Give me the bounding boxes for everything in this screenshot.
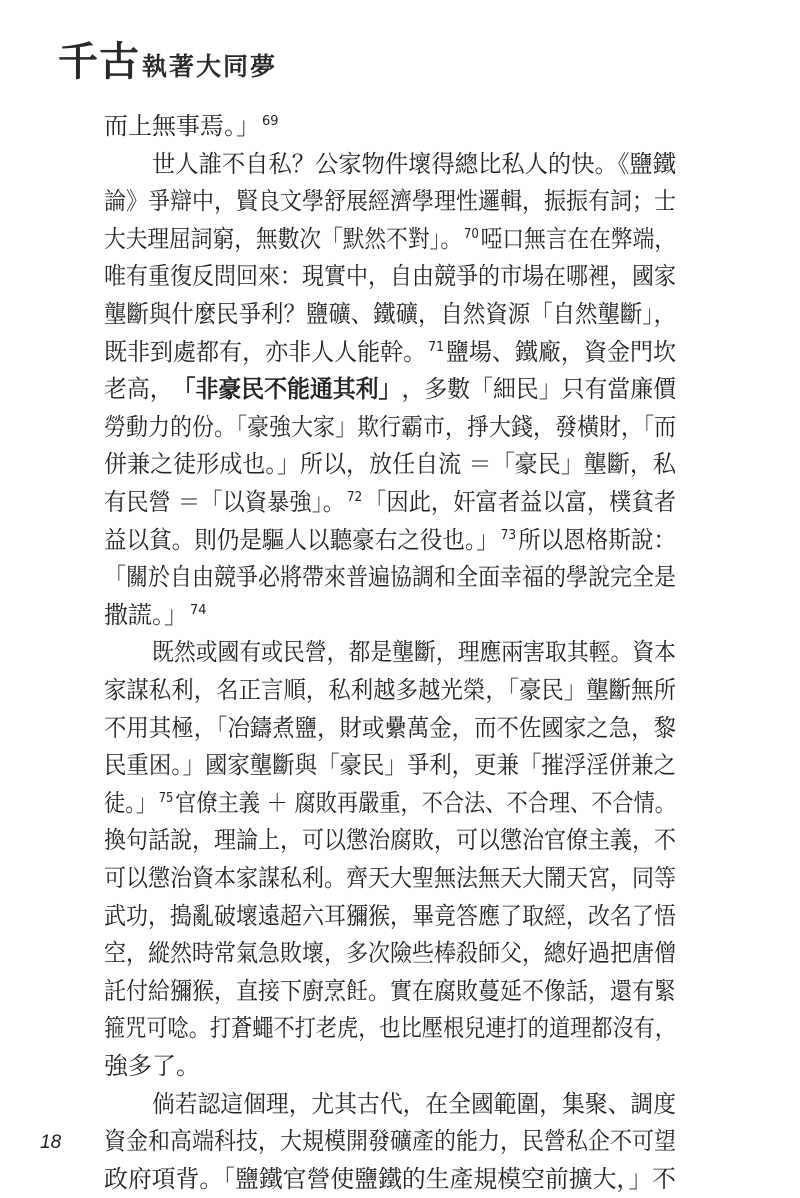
text-line-content bbox=[104, 784, 676, 822]
text-run: 「關於自由競爭必將帶來普遍協調和全面幸福的學說完全是 bbox=[104, 563, 676, 592]
text-run: 併兼之徒形成也。」所以，放任自流 ＝「豪民」壟斷，私 bbox=[104, 450, 676, 479]
text-line-content bbox=[104, 746, 676, 784]
text-run: 大夫理屈詞窮，無數次「默然不對」。 bbox=[104, 224, 463, 253]
text-line bbox=[104, 483, 720, 521]
footnote-ref: 70 bbox=[463, 226, 479, 242]
text-run: 有民營 ＝「以資暴強」。 bbox=[104, 488, 346, 516]
text-run: 可以懲治資本家謀私利。齊天大聖無法無天大鬧天宮，同等 bbox=[104, 864, 676, 892]
text-line-content bbox=[104, 1160, 676, 1198]
text-line bbox=[104, 445, 700, 483]
text-run: 老高， bbox=[104, 375, 173, 404]
text-line bbox=[104, 596, 209, 634]
text-line bbox=[104, 107, 281, 145]
text-line-content bbox=[104, 972, 676, 1010]
text-run: 強多了。 bbox=[104, 1052, 200, 1080]
text-line bbox=[104, 408, 728, 446]
text-line bbox=[104, 671, 716, 709]
text-run: 民重困。」國家壟斷與「豪民」爭利，更兼「摧浮淫併兼之 bbox=[104, 751, 676, 780]
text-run: 論》爭辯中，賢良文學舒展經濟學理性邏輯，振振有詞；士 bbox=[104, 187, 676, 216]
text-line bbox=[104, 784, 752, 822]
text-run: 既非到處都有，亦非人人能幹。 bbox=[104, 337, 427, 366]
bold-quote: 「非豪民不能通其利」 bbox=[172, 375, 402, 404]
text-line bbox=[104, 182, 728, 220]
text-line-content bbox=[104, 521, 676, 559]
footnote-ref: 75 bbox=[158, 790, 174, 806]
text-line-content bbox=[104, 671, 676, 709]
text-line bbox=[104, 1122, 728, 1160]
text-run: 箍咒可唸。打蒼蠅不打老虎，也比壓根兒連打的道理都沒有， bbox=[104, 1014, 676, 1043]
text-line bbox=[104, 709, 716, 747]
footnote-ref: 72 bbox=[346, 490, 363, 505]
text-line-content bbox=[104, 333, 676, 371]
text-line bbox=[104, 521, 713, 559]
text-line-content bbox=[104, 558, 676, 596]
text-line-content bbox=[104, 257, 676, 295]
text-line bbox=[152, 1085, 704, 1123]
text-line bbox=[104, 257, 728, 295]
text-line-content bbox=[104, 220, 676, 258]
text-line-content bbox=[104, 821, 676, 859]
text-run: 資金和高端科技，大規模開發礦產的能力，民營私企不可望 bbox=[104, 1127, 676, 1156]
text-run: 既然或國有或民營，都是壟斷，理應兩害取其輕。資本 bbox=[152, 638, 676, 667]
text-line-content bbox=[152, 145, 676, 183]
text-line-content bbox=[104, 1009, 676, 1047]
text-run: 唯有重復反問回來：現實中，自由競爭的市場在哪裡，國家 bbox=[104, 262, 676, 291]
text-run: 換句話說，理論上，可以懲治腐敗，可以懲治官僚主義，不 bbox=[104, 826, 676, 855]
text-run: 世人誰不自私？公家物件壞得總比私人的快。《鹽鐵 bbox=[152, 149, 676, 178]
footnote-ref: 73 bbox=[500, 527, 517, 543]
text-line bbox=[152, 145, 692, 183]
text-run: 而上無事焉。」 bbox=[104, 112, 260, 140]
text-line-content bbox=[152, 1085, 676, 1123]
text-line-content bbox=[152, 633, 676, 671]
text-run: 「因此，奸富者益以富，樸貧者 bbox=[364, 488, 676, 516]
footnote-ref: 69 bbox=[262, 114, 279, 129]
text-run: 所以恩格斯說： bbox=[518, 525, 676, 554]
text-line bbox=[104, 972, 728, 1010]
text-line-content bbox=[104, 709, 676, 747]
text-line bbox=[104, 370, 704, 408]
text-run: 鹽場、鐵廠，資金門坎 bbox=[445, 337, 676, 366]
text-line-content bbox=[104, 483, 676, 521]
text-line bbox=[104, 1009, 752, 1047]
text-line-content bbox=[104, 934, 676, 972]
text-run: 不用其極，「冶鑄煮鹽，財或纍萬金，而不佐國家之急，黎 bbox=[104, 713, 676, 742]
text-line bbox=[104, 746, 716, 784]
text-line bbox=[104, 220, 737, 258]
text-run: 益以貧。則仍是驅人以聽豪右之役也。」 bbox=[104, 525, 499, 554]
text-run: 倘若認這個理，尤其古代，在全國範圍，集聚、調度 bbox=[152, 1089, 676, 1118]
text-line-content bbox=[104, 1122, 676, 1160]
text-line bbox=[104, 934, 728, 972]
text-line-content bbox=[104, 182, 676, 220]
text-line bbox=[104, 859, 728, 897]
text-run: 政府項背。「鹽鐵官營使鹽鐵的生產規模空前擴大，」不 bbox=[104, 1164, 676, 1193]
text-line bbox=[104, 821, 728, 859]
text-run: 勞動力的份。「豪強大家」欺行霸市，掙大錢，發橫財，「而 bbox=[104, 412, 676, 441]
running-header bbox=[58, 30, 277, 87]
text-run: 啞口無言在在弊端， bbox=[480, 224, 676, 253]
text-line bbox=[104, 897, 728, 935]
text-run: 託付給獼猴，直接下廚烹飪。實在腐敗蔓延不像話，還有緊 bbox=[104, 976, 676, 1005]
text-line bbox=[104, 295, 716, 333]
text-run: 家謀私利，名正言順，私利越多越光榮，「豪民」壟斷無所 bbox=[104, 676, 676, 704]
text-line bbox=[104, 1047, 200, 1085]
text-line-content bbox=[104, 897, 676, 935]
book-title-small: 執著大同夢 bbox=[142, 52, 278, 81]
text-line-content bbox=[104, 596, 209, 634]
text-line-content bbox=[104, 1047, 200, 1085]
text-run: 撒謊。」 bbox=[104, 600, 188, 629]
text-line-content bbox=[104, 295, 676, 333]
text-line-content bbox=[104, 107, 281, 145]
text-line bbox=[152, 633, 728, 671]
text-line-content bbox=[104, 408, 676, 446]
text-run: ，多數「細民」只有當廉價 bbox=[401, 375, 676, 404]
footnote-ref: 71 bbox=[428, 339, 444, 355]
text-line bbox=[104, 333, 701, 371]
text-run: 徒。」 bbox=[104, 788, 157, 817]
footnote-ref: 74 bbox=[190, 602, 207, 618]
text-run: 空，縱然時常氣急敗壞，多次險些棒殺師父，總好過把唐僧 bbox=[104, 939, 676, 968]
book-title-large: 千古 bbox=[58, 38, 140, 85]
text-run: 官僚主義 ＋ 腐敗再嚴重，不合法、不合理、不合情。 bbox=[175, 788, 676, 817]
text-line bbox=[104, 558, 728, 596]
text-line bbox=[104, 1160, 680, 1198]
text-line-content bbox=[104, 370, 676, 408]
page-number: 18 bbox=[40, 1132, 62, 1153]
text-line-content bbox=[104, 859, 676, 897]
text-run: 武功，搗亂破壞遠超六耳獼猴，畢竟答應了取經，改名了悟 bbox=[104, 901, 676, 930]
text-line-content bbox=[104, 445, 676, 483]
text-run: 壟斷與什麼民爭利？鹽礦、鐵礦，自然資源「自然壟斷」， bbox=[104, 300, 676, 328]
